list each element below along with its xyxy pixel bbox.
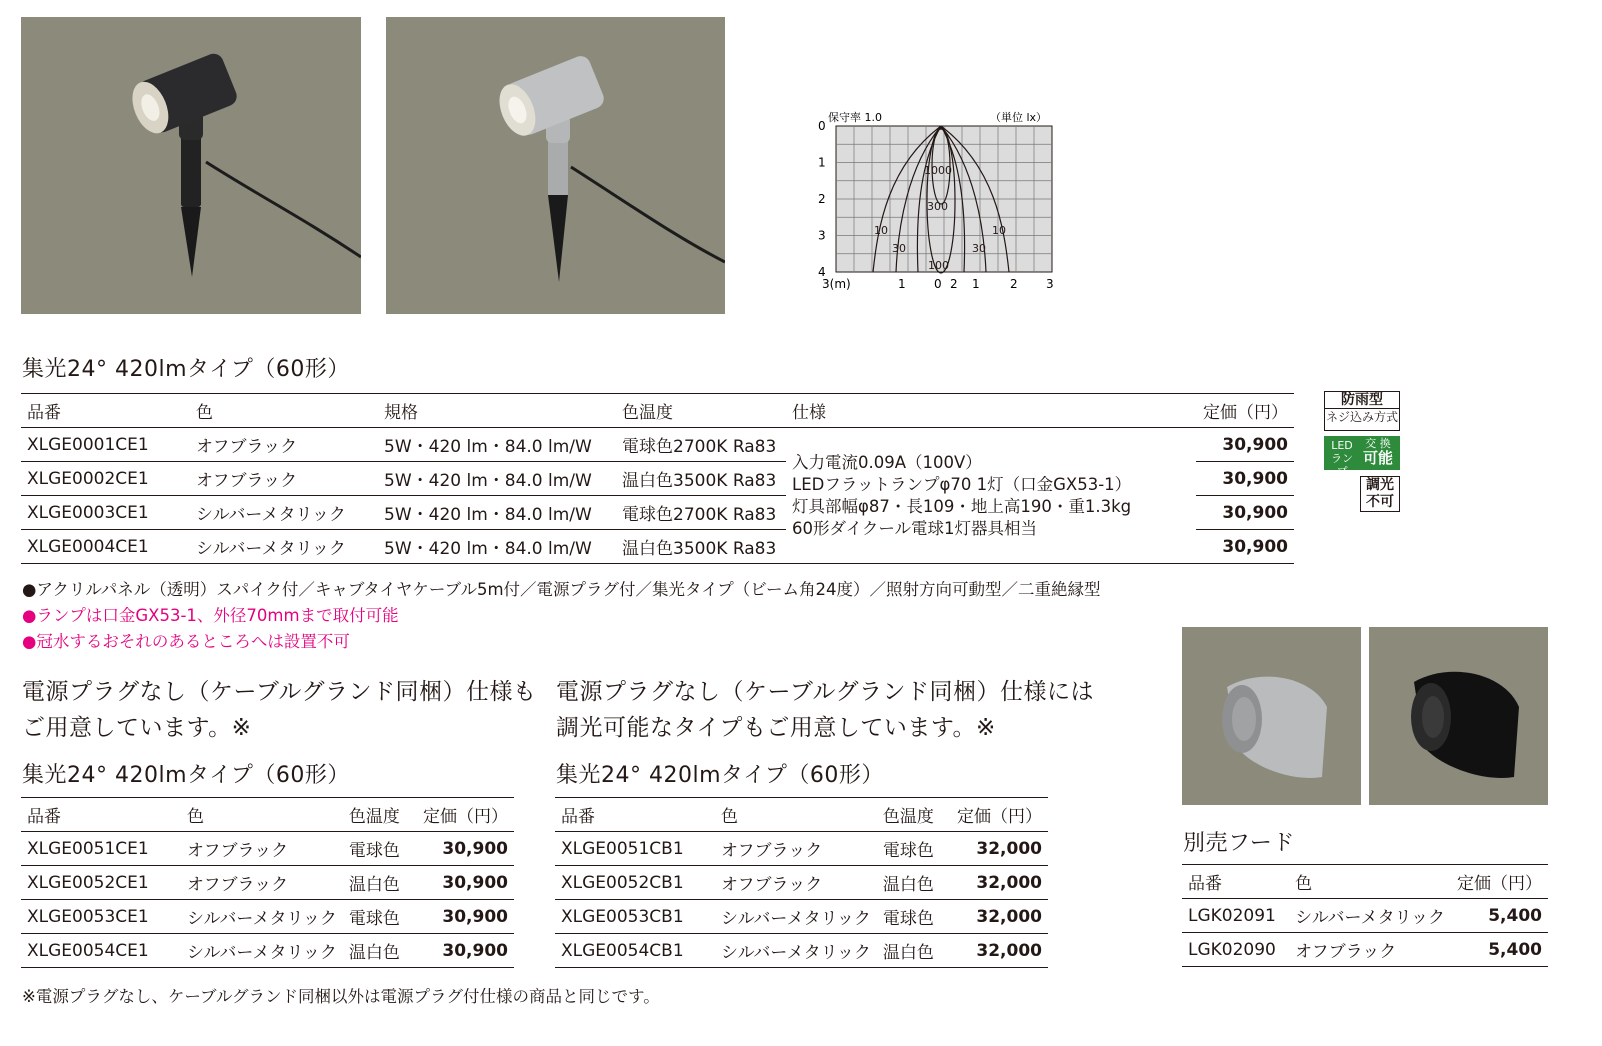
- section3-intro-line2: 調光可能なタイプもご用意しています。※: [556, 715, 996, 741]
- section1-title: 集光24° 420lmタイプ（60形）: [22, 357, 350, 382]
- product-color: シルバーメタリック: [715, 900, 877, 934]
- product-code: XLGE0051CB1: [555, 832, 715, 866]
- product-temp: 電球色2700K Ra83: [616, 496, 786, 530]
- product-code: XLGE0053CE1: [21, 900, 181, 934]
- col-header-code: 品番: [21, 798, 181, 832]
- section3-intro-line1: 電源プラグなし（ケーブルグランド同梱）仕様には: [556, 679, 1094, 705]
- led-lamp-exchange-badge: LED ランプ 交 換 可能: [1324, 436, 1400, 470]
- product-price: 30,900: [1196, 428, 1294, 462]
- y-tick-label: 0: [818, 119, 826, 133]
- product-temp: 電球色: [343, 900, 417, 934]
- col-header-temp: 色温度: [877, 798, 951, 832]
- y-tick-label: 4: [818, 265, 826, 279]
- product-price: 32,000: [951, 934, 1048, 968]
- contour-label-10-right: 10: [992, 224, 1006, 237]
- col-header-spec: 規格: [378, 394, 616, 428]
- table-header-row: [21, 798, 514, 832]
- product-spec: 5W・420 lm・84.0 lm/W: [378, 530, 616, 564]
- table-row: [1182, 899, 1548, 933]
- product-color: シルバーメタリック: [190, 530, 378, 564]
- spec-line: LEDフラットランプφ70 1灯（口金GX53-1）: [792, 474, 1132, 494]
- product-photo-black: [21, 17, 361, 314]
- product-code: XLGE0052CE1: [21, 866, 181, 900]
- product-code: XLGE0053CB1: [555, 900, 715, 934]
- product-color: オフブラック: [190, 462, 378, 496]
- product-color: オフブラック: [181, 866, 343, 900]
- product-code: LGK02090: [1182, 933, 1289, 967]
- spec-line: 60形ダイクール電球1灯器具相当: [792, 518, 1038, 538]
- table-row: [21, 832, 514, 866]
- product-price: 32,000: [951, 866, 1048, 900]
- chart-maintenance-label: 保守率 1.0: [828, 111, 882, 124]
- spec-line: 灯具部幅φ87・長109・地上高190・重1.3kg: [792, 496, 1132, 516]
- table-row: [1182, 933, 1548, 967]
- col-header-code: 品番: [555, 798, 715, 832]
- contour-label-1000: 1000: [924, 164, 952, 177]
- hood-photo-silver: [1182, 627, 1361, 805]
- product-price: 5,400: [1451, 899, 1548, 933]
- product-spec: 5W・420 lm・84.0 lm/W: [378, 496, 616, 530]
- product-photo-silver: [386, 17, 725, 314]
- dimming-not-available-badge: 調光 不可: [1360, 476, 1400, 512]
- product-spec: 5W・420 lm・84.0 lm/W: [378, 428, 616, 462]
- product-color: オフブラック: [1289, 933, 1451, 967]
- main-product-table: [21, 393, 1294, 564]
- product-price: 30,900: [1196, 496, 1294, 530]
- section2-intro-line2: ご用意しています。※: [22, 715, 252, 741]
- no-plug-table: [21, 797, 514, 968]
- product-price: 5,400: [1451, 933, 1548, 967]
- x-tick-label: 1: [898, 277, 906, 291]
- product-temp: 温白色3500K Ra83: [616, 530, 786, 564]
- section3-title: 集光24° 420lmタイプ（60形）: [556, 763, 884, 788]
- product-color: オフブラック: [181, 832, 343, 866]
- hood-photo-black: [1369, 627, 1548, 805]
- product-temp: 電球色: [877, 832, 951, 866]
- product-temp: 温白色: [877, 866, 951, 900]
- product-price: 30,900: [417, 900, 514, 934]
- table-row: [21, 866, 514, 900]
- table-header-row: [1182, 865, 1548, 899]
- table-row: [21, 428, 1294, 462]
- light-distribution-chart: [818, 106, 1088, 306]
- product-color: シルバーメタリック: [190, 496, 378, 530]
- product-color: オフブラック: [190, 428, 378, 462]
- col-header-specs: 仕様: [786, 394, 1196, 428]
- contour-label-100: 100: [928, 259, 949, 272]
- table-row: [21, 900, 514, 934]
- product-color: オフブラック: [715, 866, 877, 900]
- product-temp: 温白色: [877, 934, 951, 968]
- table-row: [21, 934, 514, 968]
- table-header-row: [555, 798, 1048, 832]
- table-row: [555, 832, 1048, 866]
- col-header-temp: 色温度: [343, 798, 417, 832]
- product-color: シルバーメタリック: [715, 934, 877, 968]
- table-row: [555, 934, 1048, 968]
- table-header-row: [21, 394, 1294, 428]
- contour-label-300: 300: [927, 200, 948, 213]
- hood-title: 別売フード: [1183, 831, 1295, 856]
- product-temp: 温白色: [343, 934, 417, 968]
- dimmable-table: [555, 797, 1048, 968]
- product-color: オフブラック: [715, 832, 877, 866]
- product-price: 32,000: [951, 832, 1048, 866]
- water-warning-note: ●冠水するおそれのあるところへは設置不可: [22, 632, 350, 651]
- contour-label-30-left: 30: [892, 242, 906, 255]
- product-temp: 電球色: [877, 900, 951, 934]
- y-tick-label: 1: [818, 155, 826, 170]
- product-code: XLGE0052CB1: [555, 866, 715, 900]
- product-color: シルバーメタリック: [181, 900, 343, 934]
- col-header-code: 品番: [21, 394, 190, 428]
- col-header-color: 色: [181, 798, 343, 832]
- chart-unit-label: （単位 lx）: [990, 111, 1048, 124]
- x-tick-label: 3(m): [822, 277, 851, 291]
- product-color: シルバーメタリック: [1289, 899, 1451, 933]
- product-temp: 温白色: [343, 866, 417, 900]
- table-row: [555, 866, 1048, 900]
- product-code: LGK02091: [1182, 899, 1289, 933]
- section2-title: 集光24° 420lmタイプ（60形）: [22, 763, 350, 788]
- product-color: シルバーメタリック: [181, 934, 343, 968]
- col-header-price: 定価（円）: [951, 798, 1048, 832]
- product-code: XLGE0004CE1: [21, 530, 190, 564]
- product-price: 30,900: [417, 832, 514, 866]
- chart-x-ticks: [822, 277, 1054, 291]
- feature-note: ●アクリルパネル（透明）スパイク付／キャブタイヤケーブル5m付／電源プラグ付／集光タイプ（ビーム角24度）／照射方向可動型／二重絶縁型: [22, 580, 1101, 599]
- product-temp: 温白色3500K Ra83: [616, 462, 786, 496]
- product-temp: 電球色2700K Ra83: [616, 428, 786, 462]
- product-code: XLGE0002CE1: [21, 462, 190, 496]
- x-tick-label: 3: [1046, 277, 1054, 291]
- product-price: 30,900: [1196, 530, 1294, 564]
- col-header-color: 色: [190, 394, 378, 428]
- x-tick-label: 1: [972, 277, 980, 291]
- product-price: 30,900: [417, 866, 514, 900]
- footnote: ※電源プラグなし、ケーブルグランド同梱以外は電源プラグ付仕様の商品と同じです。: [22, 987, 660, 1006]
- product-code: XLGE0003CE1: [21, 496, 190, 530]
- product-price: 32,000: [951, 900, 1048, 934]
- lamp-note: ●ランプは口金GX53-1、外径70mmまで取付可能: [22, 606, 399, 625]
- product-code: XLGE0054CB1: [555, 934, 715, 968]
- col-header-code: 品番: [1182, 865, 1289, 899]
- contour-label-10-left: 10: [874, 224, 888, 237]
- col-header-price: 定価（円）: [417, 798, 514, 832]
- col-header-color: 色: [1289, 865, 1451, 899]
- table-row: [555, 900, 1048, 934]
- x-tick-label: 2: [950, 277, 958, 291]
- y-tick-label: 3: [818, 228, 826, 243]
- spec-line: 入力電流0.09A（100V）: [792, 452, 982, 472]
- product-price: 30,900: [417, 934, 514, 968]
- chart-y-ticks: [818, 119, 826, 279]
- col-header-price: 定価（円）: [1196, 394, 1294, 428]
- col-header-price: 定価（円）: [1451, 865, 1548, 899]
- contour-label-30-right: 30: [972, 242, 986, 255]
- product-temp: 電球色: [343, 832, 417, 866]
- col-header-temp: 色温度: [616, 394, 786, 428]
- section2-intro-line1: 電源プラグなし（ケーブルグランド同梱）仕様も: [22, 679, 537, 705]
- y-tick-label: 2: [818, 192, 826, 206]
- x-tick-label: 0: [934, 277, 942, 291]
- product-code: XLGE0054CE1: [21, 934, 181, 968]
- col-header-color: 色: [715, 798, 877, 832]
- hood-table: [1182, 864, 1548, 967]
- product-price: 30,900: [1196, 462, 1294, 496]
- rainproof-badge: 防雨型 ネジ込み方式: [1324, 391, 1400, 431]
- chart-grid: [836, 126, 1052, 272]
- product-code: XLGE0051CE1: [21, 832, 181, 866]
- x-tick-label: 2: [1010, 277, 1018, 291]
- product-spec: 5W・420 lm・84.0 lm/W: [378, 462, 616, 496]
- product-specs-cell: [786, 428, 1196, 564]
- product-code: XLGE0001CE1: [21, 428, 190, 462]
